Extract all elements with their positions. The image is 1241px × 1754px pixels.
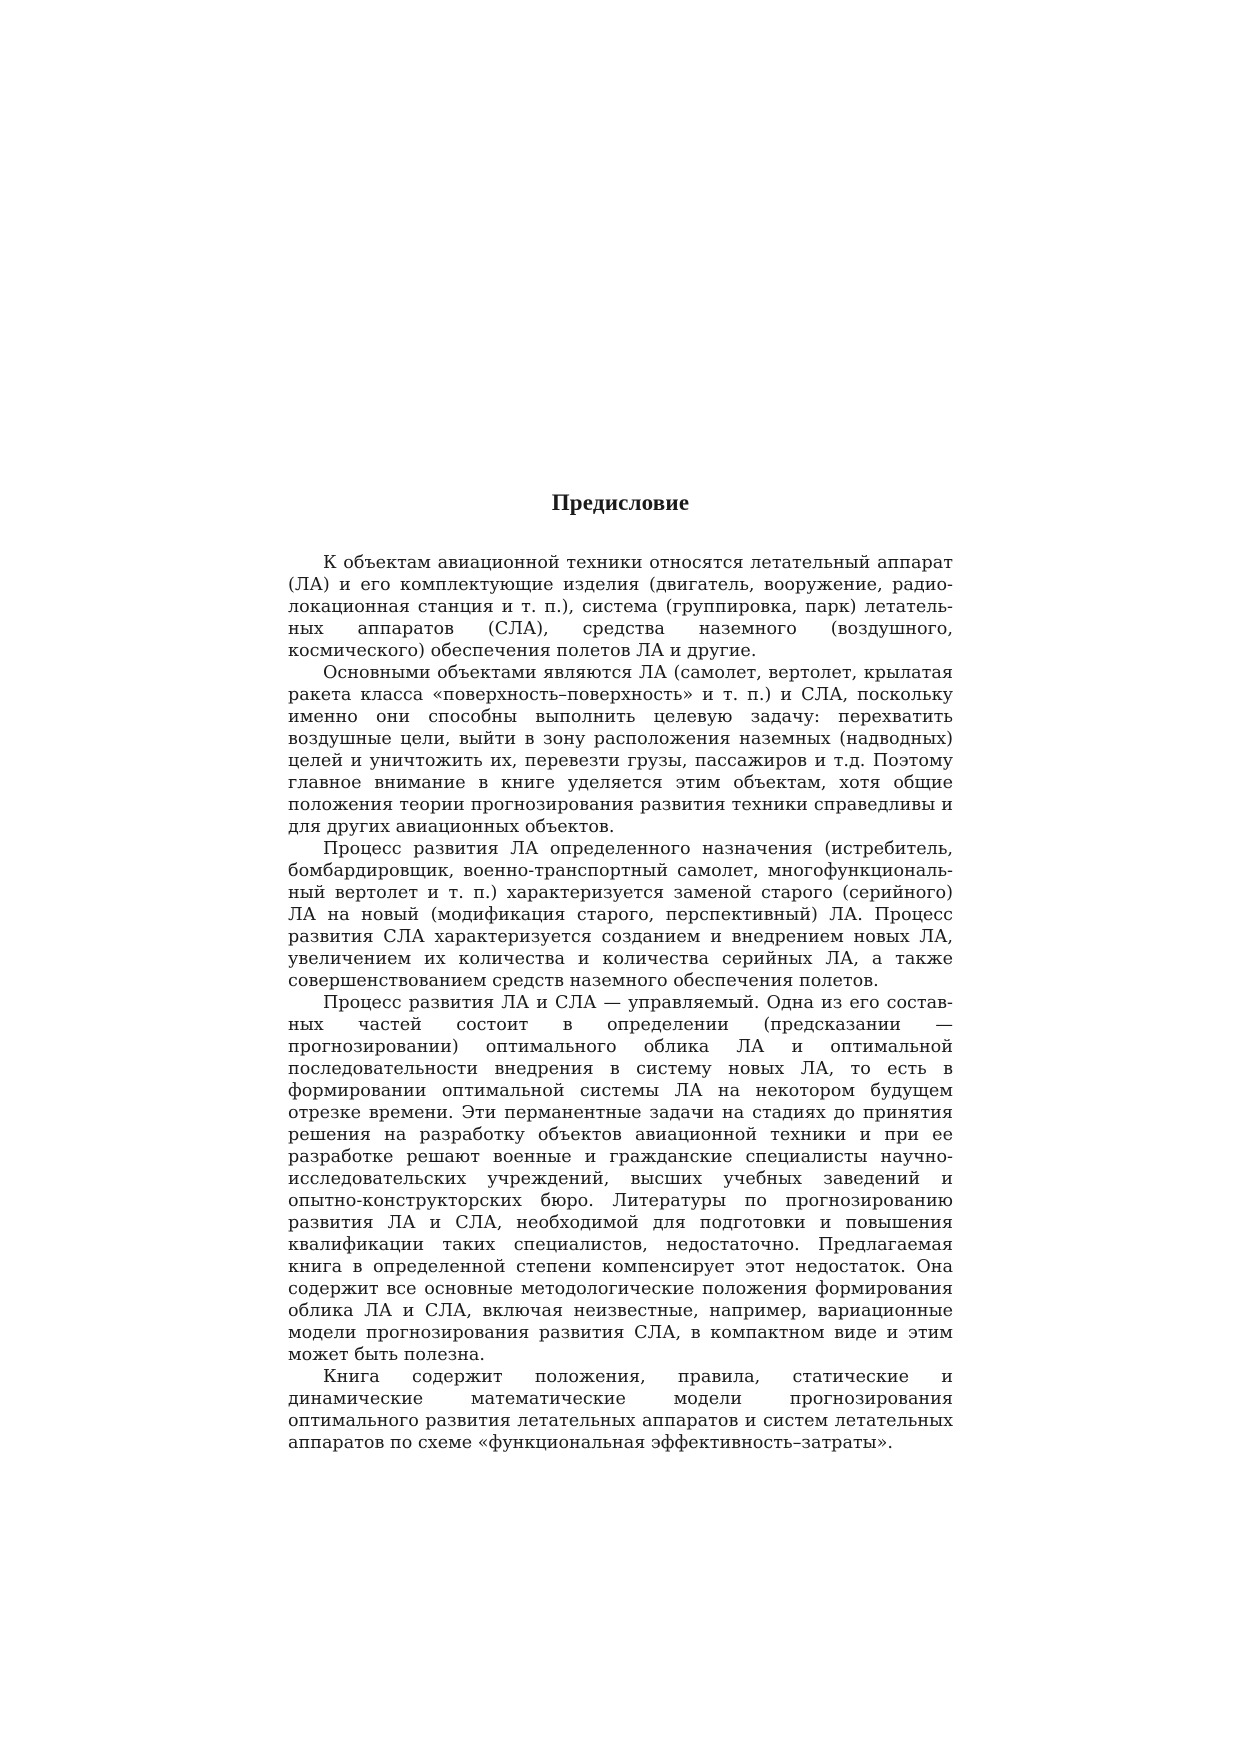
paragraph-4: Процесс развития ЛА и СЛА — управляемый. Одна из его составных частей состоит в определении (предсказании — прогнозировании) оптимального облика ЛА и оптимальной последовательности внедрения в систему новых ЛА, то есть в формировании оптимальной системы ЛА на некотором будущем отрезке времени. Эти перманентные задачи на стадиях до принятия решения на разработку объектов авиационной техники и при ее разработке решают военные и гражданские специалисты научно-исследовательских учреждений, высших учебных заведений и опытно-конструкторских бюро. Литературы по прогнозированию развития ЛА и СЛА, необходимой для подготовки и повышения квалификации таких специалистов, недостаточно. Предлагаемая книга в определенной степени компенсирует этот недостаток. Она содержит все основные методологические положения формирования облика ЛА и СЛА, включая неизвестные, например, вариационные модели прогнозирования развития СЛА, в компактном виде и этим может быть полезна. bbox=[288, 993, 953, 1365]
paragraph-5: Книга содержит положения, правила, статические и динамические математические модели прогнозирования оптимального развития летательных аппаратов и систем летательных аппаратов по схеме «функциональная эффективность–затраты». bbox=[288, 1367, 953, 1453]
paragraph-1: К объектам авиационной техники относятся летательный аппарат (ЛА) и его комплектующие изделия (двигатель, вооружение, радиолокационная станция и т. п.), система (группировка, парк) летательных аппаратов (СЛА), средства наземного (воздушного, космического) обеспечения полетов ЛА и другие. bbox=[288, 553, 953, 661]
paragraph-2: Основными объектами являются ЛА (самолет, вертолет, крылатая ракета класса «поверхность–поверхность» и т. п.) и СЛА, поскольку именно они способны выполнить целевую задачу: перехватить воздушные цели, выйти в зону расположения наземных (надводных) целей и уничтожить их, перевезти грузы, пассажиров и т.д. Поэтому главное внимание в книге уделяется этим объектам, хотя общие положения теории прогнозирования развития техники справедливы и для других авиационных объектов. bbox=[288, 663, 953, 837]
preface-section bbox=[288, 488, 953, 1454]
page-title: Предисловие bbox=[551, 490, 690, 515]
paragraph-3: Процесс развития ЛА определенного назначения (истребитель, бомбардировщик, военно-транспортный самолет, многофункциональный вертолет и т. п.) характеризуется заменой старого (серийного) ЛА на новый (модификация старого, перспективный) ЛА. Процесс развития СЛА характеризуется созданием и внедрением новых ЛА, увеличением их количества и количества серийных ЛА, а также совершенствованием средств наземного обеспечения полетов. bbox=[288, 839, 953, 991]
